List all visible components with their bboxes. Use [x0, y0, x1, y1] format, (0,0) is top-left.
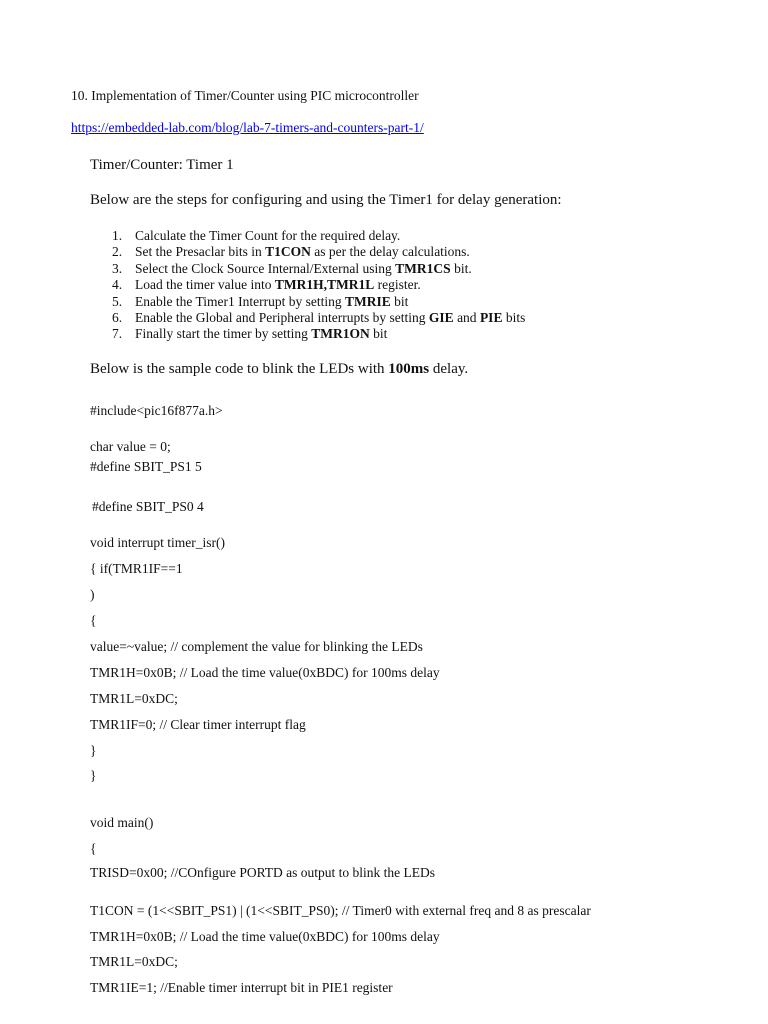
subtitle: Timer/Counter: Timer 1: [90, 157, 234, 173]
steps-intro: Below are the steps for configuring and using the Timer1 for delay generation:: [90, 192, 562, 208]
code-line: TRISD=0x00; //COnfigure PORTD as output to blink the LEDs: [90, 865, 436, 880]
reference-link[interactable]: https://embedded-lab.com/blog/lab-7-timers-and-counters-part-1/: [71, 120, 424, 135]
code-line: {: [90, 841, 97, 856]
code-line: void main(): [90, 815, 154, 830]
code-line: TMR1L=0xDC;: [90, 954, 178, 969]
code-line: }: [90, 768, 97, 783]
code-line: T1CON = (1<<SBIT_PS1) | (1<<SBIT_PS0); // Timer0 with external freq and 8 as prescalar: [90, 903, 591, 918]
code-line: ): [90, 587, 95, 602]
code-line: TMR1H=0x0B; // Load the time value(0xBDC) for 100ms delay: [90, 929, 440, 944]
code-line: }: [90, 743, 97, 758]
code-line: char value = 0;: [90, 439, 171, 454]
section-heading: 10. Implementation of Timer/Counter using PIC microcontroller: [71, 88, 419, 103]
code-line: TMR1IE=1; //Enable timer interrupt bit in PIE1 register: [90, 980, 393, 995]
code-line: { if(TMR1IF==1: [90, 561, 183, 576]
sample-intro: Below is the sample code to blink the LEDs with 100ms delay.: [90, 361, 469, 377]
code-line: void interrupt timer_isr(): [90, 535, 225, 550]
code-line: TMR1L=0xDC;: [90, 691, 178, 706]
code-line: TMR1IF=0; // Clear timer interrupt flag: [90, 717, 306, 732]
code-line: #define SBIT_PS0 4: [92, 499, 204, 514]
code-line: #define SBIT_PS1 5: [90, 459, 202, 474]
code-line: TMR1H=0x0B; // Load the time value(0xBDC) for 100ms delay: [90, 665, 440, 680]
code-line: #include<pic16f877a.h>: [90, 403, 223, 418]
code-line: {: [90, 613, 97, 628]
code-line: value=~value; // complement the value for blinking the LEDs: [90, 639, 423, 654]
